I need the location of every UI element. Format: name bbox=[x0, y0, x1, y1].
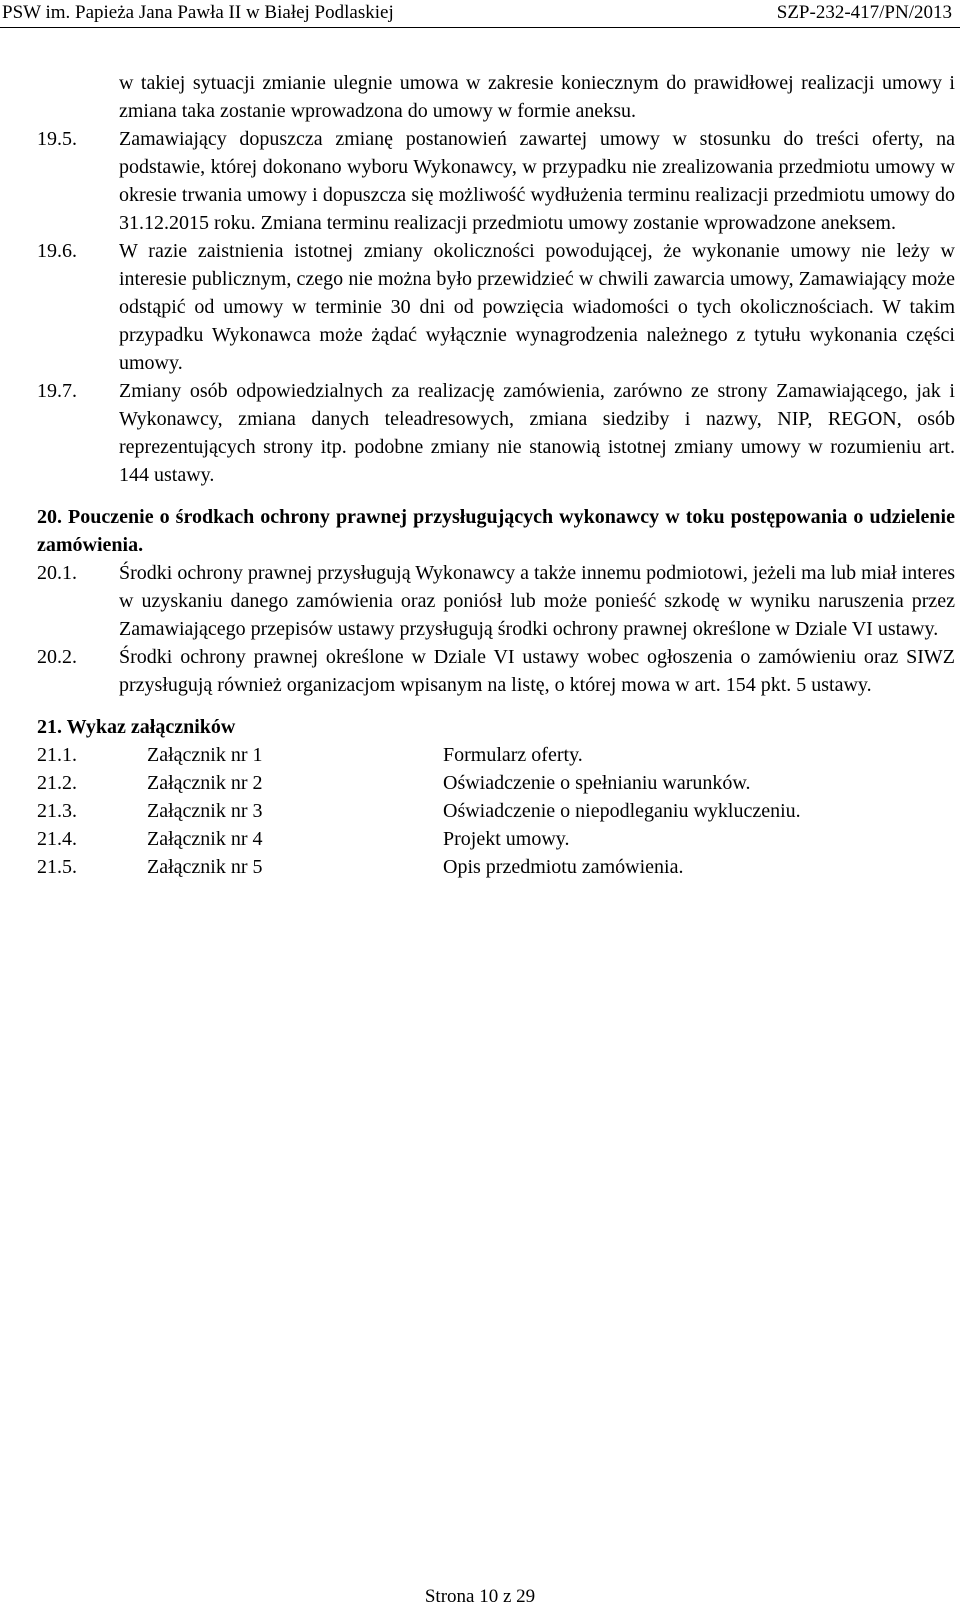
page-header bbox=[0, 0, 960, 27]
attachment-description: Oświadczenie o niepodleganiu wykluczeniu. bbox=[443, 800, 801, 822]
list-item-19-6 bbox=[37, 237, 955, 377]
item-text: Zmiany osób odpowiedzialnych za realizację zamówienia, zarówno ze strony Zamawiającego, jak i Wykonawcy, zmiana danych teleadresowych, zmiana siedziby i nazwy, NIP, REGON, osób reprezentujących strony itp. podobne zmiany nie stanowią istotnej zmiany umowy w rozumieniu art. 144 ustawy. bbox=[119, 380, 955, 486]
attachment-description: Oświadczenie o spełnianiu warunków. bbox=[443, 772, 751, 794]
page-number: Strona 10 z 29 bbox=[424, 1586, 536, 1607]
attachment-row bbox=[37, 853, 955, 881]
attachment-label: Załącznik nr 2 bbox=[147, 772, 263, 794]
item-number: 19.6. bbox=[37, 240, 77, 262]
item-number: 19.5. bbox=[37, 128, 77, 150]
item-text: W razie zaistnienia istotnej zmiany okoliczności powodującej, że wykonanie umowy nie leży w interesie publicznym, czego nie można było przewidzieć w chwili zawarcia umowy, Zamawiający może odstąpić od umowy w terminie 30 dni od powzięcia wiadomości o tych okolicznościach. W takim przypadku Wykonawca może żądać wyłącznie wynagrodzenia należnego z tytułu wykonania części umowy. bbox=[119, 240, 955, 374]
attachment-row bbox=[37, 769, 955, 797]
attachment-label: Załącznik nr 4 bbox=[147, 828, 263, 850]
attachment-description: Opis przedmiotu zamówienia. bbox=[443, 856, 684, 878]
section-heading-text: 20. Pouczenie o środkach ochrony prawnej przysługujących wykonawcy w toku postępowania o udzielenie zamówienia. bbox=[37, 506, 955, 556]
attachment-label: Załącznik nr 5 bbox=[147, 856, 263, 878]
attachment-number: 21.3. bbox=[37, 800, 77, 822]
item-text: Środki ochrony prawnej określone w Dziale VI ustawy wobec ogłoszenia o zamówieniu oraz SIWZ przysługują również organizacjom wpisanym na listę, o której mowa w art. 154 pkt. 5 ustawy. bbox=[119, 646, 955, 696]
header-institution: PSW im. Papieża Jana Pawła II w Białej Podlaskiej bbox=[2, 2, 394, 23]
attachment-label: Załącznik nr 3 bbox=[147, 800, 263, 822]
header-rule bbox=[0, 27, 960, 28]
item-number: 20.2. bbox=[37, 646, 77, 668]
section-20-heading bbox=[37, 503, 955, 559]
section-21-heading bbox=[37, 713, 955, 741]
list-item-19-7 bbox=[37, 377, 955, 489]
item-number: 19.7. bbox=[37, 380, 77, 402]
list-item-20-1 bbox=[37, 559, 955, 643]
item-text: Zamawiający dopuszcza zmianę postanowień zawartej umowy w stosunku do treści oferty, na podstawie, której dokonano wyboru Wykonawcy, w przypadku nie zrealizowania przedmiotu umowy w okresie trwania umowy i dopuszcza się możliwość wydłużenia terminu realizacji przedmiotu umowy do 31.12.2015 roku. Zmiana terminu realizacji przedmiotu umowy zostanie wprowadzone aneksem. bbox=[119, 128, 955, 234]
attachment-description: Formularz oferty. bbox=[443, 744, 583, 766]
continued-paragraph: w takiej sytuacji zmianie ulegnie umowa w zakresie koniecznym do prawidłowej realizacji umowy i zmiana taka zostanie wprowadzona do umowy w formie aneksu. bbox=[119, 72, 955, 122]
attachment-number: 21.1. bbox=[37, 744, 77, 766]
attachment-number: 21.4. bbox=[37, 828, 77, 850]
section-heading-text: 21. Wykaz załączników bbox=[37, 716, 236, 738]
attachment-number: 21.2. bbox=[37, 772, 77, 794]
item-number: 20.1. bbox=[37, 562, 77, 584]
attachment-label: Załącznik nr 1 bbox=[147, 744, 263, 766]
header-reference-number: SZP-232-417/PN/2013 bbox=[776, 2, 952, 23]
attachment-row bbox=[37, 825, 955, 853]
attachment-description: Projekt umowy. bbox=[443, 828, 570, 850]
list-item-19-5 bbox=[37, 125, 955, 237]
document-body bbox=[37, 69, 955, 881]
list-item-20-2 bbox=[37, 643, 955, 699]
attachment-row bbox=[37, 797, 955, 825]
attachment-number: 21.5. bbox=[37, 856, 77, 878]
item-text: Środki ochrony prawnej przysługują Wykonawcy a także innemu podmiotowi, jeżeli ma lub miał interes w uzyskaniu danego zamówienia oraz poniósł lub może ponieść szkodę w wyniku naruszenia przez Zamawiającego przepisów ustawy przysługują środki ochrony prawnej określone w Dziale VI ustawy. bbox=[119, 562, 955, 640]
attachment-row bbox=[37, 741, 955, 769]
